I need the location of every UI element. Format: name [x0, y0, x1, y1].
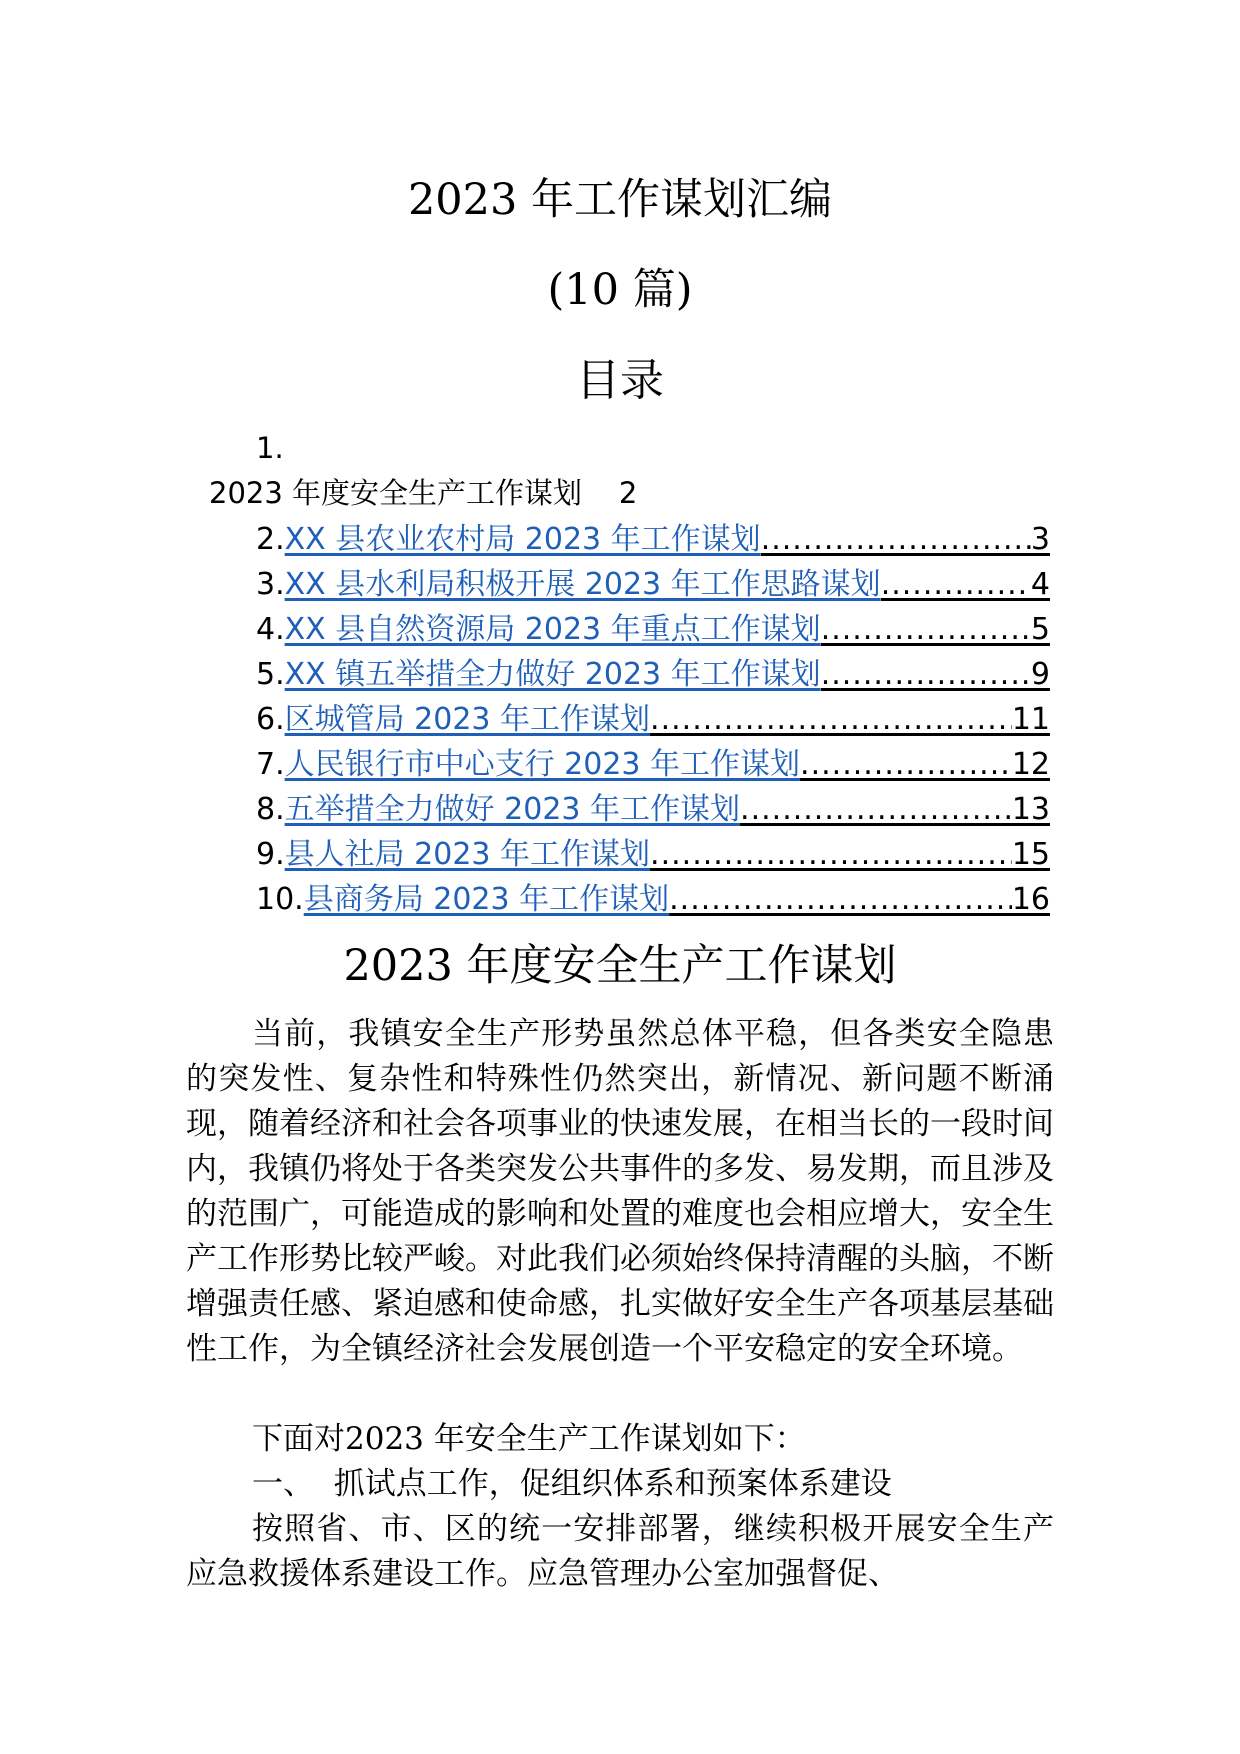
toc-item-page: 12	[1011, 747, 1050, 782]
toc-leader-dots	[881, 563, 1031, 607]
toc-item	[256, 518, 1050, 563]
toc-item-page: 13	[1011, 792, 1050, 827]
body-paragraph	[186, 1417, 1054, 1462]
toc-item-page: 4	[1030, 567, 1050, 602]
paragraph-year: 2023	[345, 1421, 424, 1457]
toc-first-page: 2	[618, 476, 638, 510]
toc-first-label: 2023 年度安全生产工作谋划	[209, 476, 583, 510]
toc-item-page: 9	[1030, 657, 1050, 692]
section-title: 2023 年度安全生产工作谋划	[343, 941, 897, 991]
toc-item-link[interactable]: XX 县自然资源局 2023 年重点工作谋划	[284, 612, 821, 647]
toc-item-number: 2.	[256, 522, 285, 557]
toc-first-number: 1.	[256, 431, 284, 465]
toc-item-page: 16	[1011, 882, 1050, 917]
toc-item-link[interactable]: XX 县农业农村局 2023 年工作谋划	[284, 522, 761, 557]
document-title: 2023 年工作谋划汇编	[407, 175, 833, 225]
toc-leader-dots	[761, 518, 1031, 562]
toc-item-page: 5	[1030, 612, 1050, 647]
toc-item-link[interactable]: 县人社局 2023 年工作谋划	[284, 837, 651, 872]
toc-leader-dots	[650, 698, 1012, 742]
toc-item	[256, 833, 1050, 878]
toc-item-page: 3	[1030, 522, 1050, 557]
toc-item-number: 3.	[256, 567, 285, 602]
toc-item-link[interactable]: 人民银行市中心支行 2023 年工作谋划	[284, 747, 801, 782]
toc-heading: 目录	[576, 355, 664, 406]
toc-leader-dots	[650, 833, 1012, 877]
toc-item-page: 11	[1011, 702, 1050, 737]
toc-item-link[interactable]: 五举措全力做好 2023 年工作谋划	[284, 792, 741, 827]
toc-leader-dots	[740, 788, 1012, 832]
toc-item	[256, 653, 1050, 698]
toc-item	[256, 743, 1050, 788]
paragraph-text: 下面对	[252, 1421, 345, 1457]
body-paragraph: 当前，我镇安全生产形势虽然总体平稳，但各类安全隐患的突发性、复杂性和特殊性仍然突出，新情况、新问题不断涌现，随着经济和社会各项事业的快速发展，在相当长的一段时间内，我镇仍将处于各类突发公共事件的多发、易发期，而且涉及的范围广，可能造成的影响和处置的难度也会相应增大，安全生产工作形势比较严峻。对此我们必须始终保持清醒的头脑，不断增强责任感、紧迫感和使命感，扎实做好安全生产各项基层基础性工作，为全镇经济社会发展创造一个平安稳定的安全环境。	[186, 1016, 1054, 1367]
toc-item-link[interactable]: XX 县水利局积极开展 2023 年工作思路谋划	[284, 567, 881, 602]
toc-item-number: 5.	[256, 657, 285, 692]
toc-item-number: 4.	[256, 612, 285, 647]
toc-item-link[interactable]: 县商务局 2023 年工作谋划	[303, 882, 670, 917]
toc-leader-dots	[800, 743, 1012, 787]
paragraph-text: 年安全生产工作谋划如下：	[423, 1421, 806, 1457]
toc-item	[256, 608, 1050, 653]
toc-item	[256, 878, 1050, 923]
toc-item-page: 15	[1011, 837, 1050, 872]
toc-item-number: 6.	[256, 702, 285, 737]
toc-item-number: 9.	[256, 837, 285, 872]
toc-item	[256, 788, 1050, 833]
toc-leader-dots	[821, 653, 1031, 697]
toc-leader-dots	[821, 608, 1031, 652]
toc-item	[256, 563, 1050, 608]
toc-item-number: 7.	[256, 747, 285, 782]
body-paragraph: 按照省、市、区的统一安排部署，继续积极开展安全生产应急救援体系建设工作。应急管理办公室加强督促、	[186, 1511, 1054, 1592]
toc-item-link[interactable]: XX 镇五举措全力做好 2023 年工作谋划	[284, 657, 821, 692]
subheading: 一、 抓试点工作，促组织体系和预案体系建设	[252, 1466, 892, 1502]
toc-item-link[interactable]: 区城管局 2023 年工作谋划	[284, 702, 651, 737]
toc-item-number: 10.	[256, 882, 304, 917]
document-subtitle: (10 篇)	[547, 265, 693, 315]
toc-list	[256, 518, 1050, 923]
toc-leader-dots	[669, 878, 1012, 922]
toc-first-entry[interactable]	[209, 473, 637, 513]
toc-item-number: 8.	[256, 792, 285, 827]
toc-item	[256, 698, 1050, 743]
